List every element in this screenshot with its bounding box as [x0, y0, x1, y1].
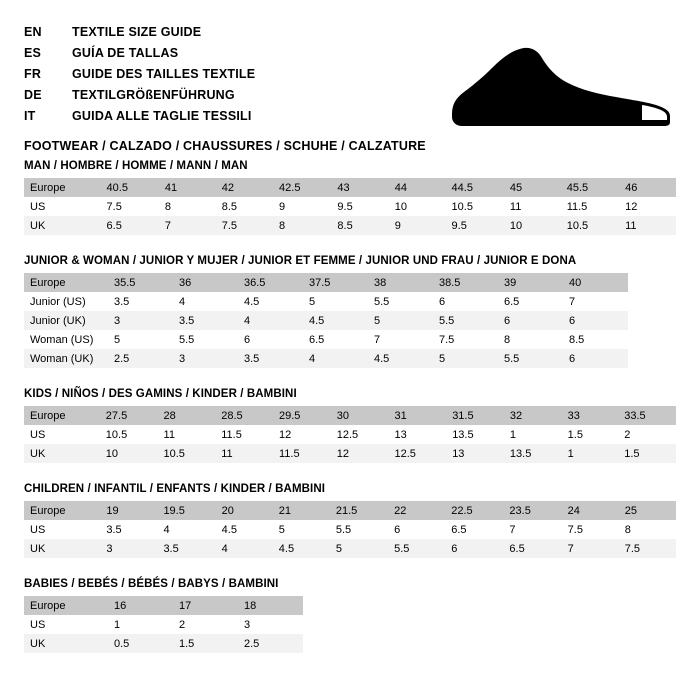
row-label: Europe	[24, 501, 100, 520]
cell: 7	[159, 216, 216, 235]
block-title: MAN / HOMBRE / HOMME / MANN / MAN	[24, 160, 248, 172]
cell: 19	[100, 501, 157, 520]
table-row	[24, 501, 676, 520]
cell: 28.5	[215, 406, 273, 425]
cell: 6.5	[303, 330, 368, 349]
cell: 3	[173, 349, 238, 368]
cell: 8	[159, 197, 216, 216]
row-label: US	[24, 615, 108, 634]
cell: 43	[331, 178, 388, 197]
cell: 4.5	[273, 539, 330, 558]
cell: 12.5	[388, 444, 446, 463]
table-row	[24, 444, 676, 463]
page-header	[24, 22, 676, 153]
row-label: UK	[24, 634, 108, 653]
cell: 29.5	[273, 406, 331, 425]
cell: 1.5	[173, 634, 238, 653]
language-title: TEXTILGRÖßENFÜHRUNG	[72, 88, 235, 102]
size-table	[24, 178, 676, 235]
cell: 11	[504, 197, 561, 216]
table-row	[24, 634, 303, 653]
size-block-kids	[24, 388, 676, 463]
cell: 10	[504, 216, 561, 235]
language-code: EN	[24, 25, 42, 39]
cell: 11.5	[215, 425, 273, 444]
cell: 22	[388, 501, 445, 520]
cell: 10.5	[158, 444, 216, 463]
cell: 12	[331, 444, 389, 463]
cell: 3.5	[108, 292, 173, 311]
cell: 5	[330, 539, 388, 558]
language-title: GUIDE DES TAILLES TEXTILE	[72, 67, 256, 81]
cell: 5.5	[498, 349, 563, 368]
language-row	[24, 85, 444, 105]
cell: 4.5	[368, 349, 433, 368]
cell: 2.5	[238, 634, 303, 653]
cell: 45.5	[561, 178, 619, 197]
row-label: US	[24, 520, 100, 539]
block-title: BABIES / BEBÉS / BÉBÉS / BABYS / BAMBINI	[24, 578, 279, 590]
cell: 31.5	[446, 406, 504, 425]
row-label: US	[24, 425, 100, 444]
cell: 8.5	[563, 330, 628, 349]
cell: 7.5	[619, 539, 676, 558]
language-row	[24, 43, 444, 63]
language-title: TEXTILE SIZE GUIDE	[72, 25, 202, 39]
cell: 8	[619, 520, 676, 539]
table-row	[24, 596, 303, 615]
cell: 13.5	[446, 425, 504, 444]
cell: 3	[108, 311, 173, 330]
cell: 5.5	[368, 292, 433, 311]
cell: 30	[331, 406, 389, 425]
table-row	[24, 178, 676, 197]
row-label: Woman (US)	[24, 330, 108, 349]
cell: 3	[238, 615, 303, 634]
size-table	[24, 406, 676, 463]
block-title: JUNIOR & WOMAN / JUNIOR Y MUJER / JUNIOR ET FEMME / JUNIOR UND FRAU / JUNIOR E DONA	[24, 255, 577, 267]
row-label: Woman (UK)	[24, 349, 108, 368]
cell: 8	[498, 330, 563, 349]
cell: 7	[562, 539, 619, 558]
cell: 21	[273, 501, 330, 520]
cell: 4	[238, 311, 303, 330]
cell: 46	[619, 178, 676, 197]
table-row	[24, 311, 628, 330]
cell: 3.5	[238, 349, 303, 368]
cell: 41	[159, 178, 216, 197]
cell: 1.5	[618, 444, 676, 463]
cell: 35.5	[108, 273, 173, 292]
size-table	[24, 501, 676, 558]
table-row	[24, 406, 676, 425]
table-row	[24, 615, 303, 634]
cell: 6	[433, 292, 498, 311]
size-table	[24, 596, 303, 653]
cell: 9.5	[331, 197, 388, 216]
cell: 10	[100, 444, 158, 463]
row-label: Junior (US)	[24, 292, 108, 311]
cell: 45	[504, 178, 561, 197]
cell: 33.5	[618, 406, 676, 425]
cell: 5.5	[433, 311, 498, 330]
cell: 7	[368, 330, 433, 349]
cell: 1	[108, 615, 173, 634]
cell: 5.5	[330, 520, 388, 539]
cell: 6	[563, 311, 628, 330]
cell: 40.5	[101, 178, 159, 197]
cell: 44.5	[446, 178, 504, 197]
cell: 12	[619, 197, 676, 216]
cell: 2	[618, 425, 676, 444]
row-label: Europe	[24, 273, 108, 292]
row-label: UK	[24, 444, 100, 463]
cell: 7	[563, 292, 628, 311]
cell: 44	[389, 178, 446, 197]
cell: 42.5	[273, 178, 331, 197]
cell: 0.5	[108, 634, 173, 653]
cell: 1	[562, 444, 619, 463]
cell: 32	[504, 406, 562, 425]
cell: 37.5	[303, 273, 368, 292]
row-label: US	[24, 197, 101, 216]
cell: 3.5	[173, 311, 238, 330]
cell: 8	[273, 216, 331, 235]
cell: 6	[388, 520, 445, 539]
cell: 21.5	[330, 501, 388, 520]
cell: 36	[173, 273, 238, 292]
cell: 3.5	[157, 539, 215, 558]
row-label: Junior (UK)	[24, 311, 108, 330]
row-label: Europe	[24, 178, 101, 197]
cell: 20	[216, 501, 273, 520]
language-row	[24, 22, 444, 42]
size-block-babies	[24, 578, 676, 653]
language-code: DE	[24, 88, 42, 102]
table-row	[24, 197, 676, 216]
language-row	[24, 106, 444, 126]
cell: 9	[273, 197, 331, 216]
size-block-man	[24, 160, 676, 235]
cell: 28	[158, 406, 216, 425]
cell: 4.5	[216, 520, 273, 539]
cell: 1.5	[562, 425, 619, 444]
cell: 7.5	[562, 520, 619, 539]
language-code: IT	[24, 109, 36, 123]
cell: 13	[446, 444, 504, 463]
cell: 10.5	[100, 425, 158, 444]
row-label: UK	[24, 216, 101, 235]
cell: 11	[158, 425, 216, 444]
cell: 5	[433, 349, 498, 368]
cell: 22.5	[445, 501, 503, 520]
language-code: ES	[24, 46, 42, 60]
cell: 39	[498, 273, 563, 292]
cell: 8.5	[331, 216, 388, 235]
cell: 4.5	[303, 311, 368, 330]
block-title: CHILDREN / INFANTIL / ENFANTS / KINDER / BAMBINI	[24, 483, 326, 495]
cell: 38	[368, 273, 433, 292]
category-title: FOOTWEAR / CALZADO / CHAUSSURES / SCHUHE / CALZATURE	[24, 139, 426, 153]
cell: 5	[368, 311, 433, 330]
cell: 7.5	[101, 197, 159, 216]
cell: 4	[157, 520, 215, 539]
cell: 8.5	[216, 197, 273, 216]
size-block-junior-woman	[24, 255, 676, 368]
cell: 6.5	[101, 216, 159, 235]
table-row	[24, 520, 676, 539]
cell: 11	[215, 444, 273, 463]
cell: 5	[108, 330, 173, 349]
row-label: Europe	[24, 596, 108, 615]
language-title-list	[24, 22, 444, 126]
cell: 4	[216, 539, 273, 558]
cell: 4	[303, 349, 368, 368]
cell: 25	[619, 501, 676, 520]
cell: 12.5	[331, 425, 389, 444]
cell: 31	[388, 406, 446, 425]
cell: 6	[498, 311, 563, 330]
table-row	[24, 292, 628, 311]
cell: 5.5	[388, 539, 445, 558]
cell: 3	[100, 539, 157, 558]
block-title: KIDS / NIÑOS / DES GAMINS / KINDER / BAMBINI	[24, 388, 297, 400]
cell: 11	[619, 216, 676, 235]
table-row	[24, 539, 676, 558]
cell: 38.5	[433, 273, 498, 292]
cell: 24	[562, 501, 619, 520]
cell: 27.5	[100, 406, 158, 425]
row-label: UK	[24, 539, 100, 558]
cell: 18	[238, 596, 303, 615]
cell: 10.5	[446, 197, 504, 216]
cell: 13.5	[504, 444, 562, 463]
cell: 6	[563, 349, 628, 368]
size-block-children	[24, 483, 676, 558]
cell: 6	[445, 539, 503, 558]
cell: 7.5	[216, 216, 273, 235]
cell: 40	[563, 273, 628, 292]
cell: 11.5	[561, 197, 619, 216]
cell: 4	[173, 292, 238, 311]
cell: 4.5	[238, 292, 303, 311]
table-row	[24, 330, 628, 349]
cell: 6.5	[498, 292, 563, 311]
cell: 11.5	[273, 444, 331, 463]
cell: 1	[504, 425, 562, 444]
language-title: GUÍA DE TALLAS	[72, 46, 179, 60]
cell: 5	[303, 292, 368, 311]
table-row	[24, 216, 676, 235]
cell: 9	[389, 216, 446, 235]
dress-shoe-icon	[446, 42, 676, 132]
cell: 10.5	[561, 216, 619, 235]
cell: 6.5	[445, 520, 503, 539]
cell: 7.5	[433, 330, 498, 349]
cell: 33	[562, 406, 619, 425]
language-row	[24, 64, 444, 84]
cell: 16	[108, 596, 173, 615]
cell: 2.5	[108, 349, 173, 368]
table-row	[24, 425, 676, 444]
language-title: GUIDA ALLE TAGLIE TESSILI	[72, 109, 252, 123]
cell: 9.5	[446, 216, 504, 235]
cell: 12	[273, 425, 331, 444]
cell: 5.5	[173, 330, 238, 349]
cell: 10	[389, 197, 446, 216]
cell: 19.5	[157, 501, 215, 520]
cell: 13	[388, 425, 446, 444]
cell: 6	[238, 330, 303, 349]
cell: 23.5	[503, 501, 561, 520]
cell: 6.5	[503, 539, 561, 558]
row-label: Europe	[24, 406, 100, 425]
table-row	[24, 349, 628, 368]
cell: 36.5	[238, 273, 303, 292]
size-table	[24, 273, 628, 368]
cell: 17	[173, 596, 238, 615]
cell: 2	[173, 615, 238, 634]
table-row	[24, 273, 628, 292]
cell: 42	[216, 178, 273, 197]
cell: 7	[503, 520, 561, 539]
language-code: FR	[24, 67, 42, 81]
cell: 5	[273, 520, 330, 539]
cell: 3.5	[100, 520, 157, 539]
